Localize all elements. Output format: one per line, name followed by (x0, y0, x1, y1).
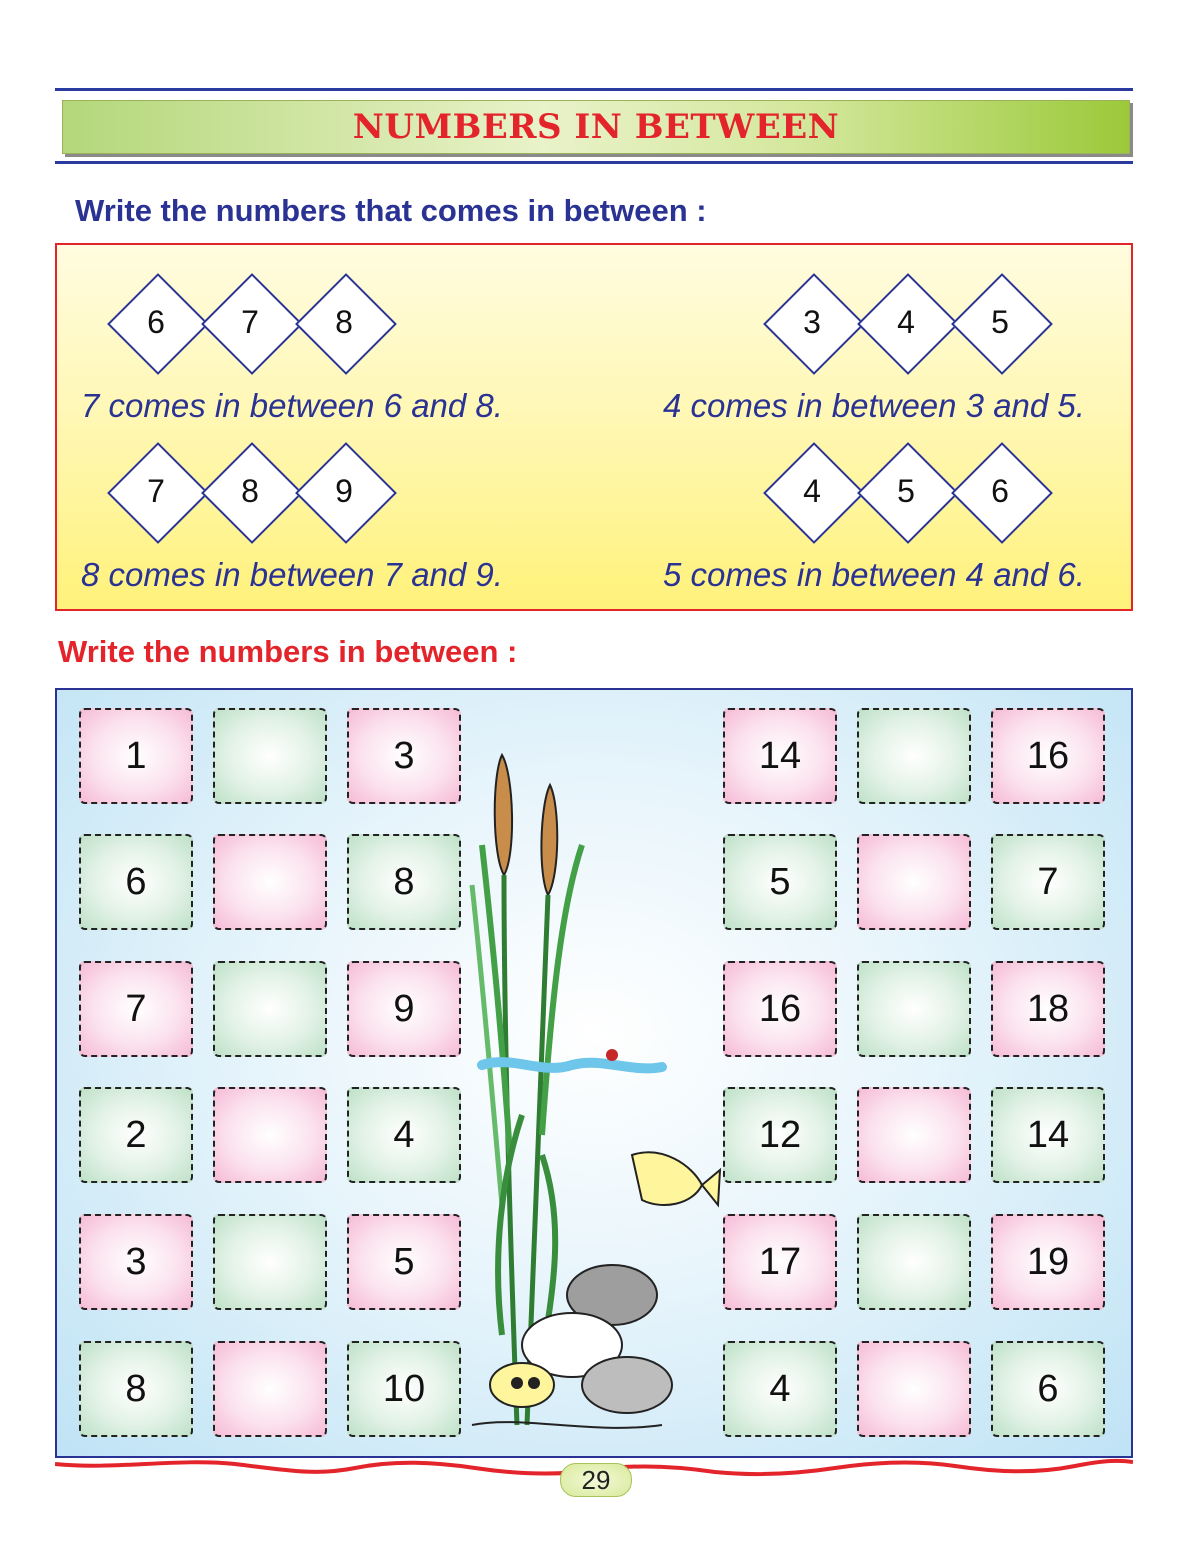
number-box (79, 834, 193, 930)
number-value: 7 (1037, 861, 1059, 903)
header-top-rule (55, 88, 1133, 91)
number-value: 2 (125, 1114, 147, 1156)
header-bottom-rule (55, 161, 1133, 164)
example-sentence: 5 comes in between 4 and 6. (663, 556, 1085, 593)
answer-box[interactable] (857, 1341, 971, 1437)
number-diamond: 3 (763, 273, 861, 371)
number-box (991, 1214, 1105, 1310)
answer-value (215, 710, 325, 802)
answer-box[interactable] (857, 1087, 971, 1183)
section-heading-exercise: Write the numbers in between : (58, 634, 518, 669)
number-diamond: 6 (107, 273, 205, 371)
number-value: 14 (758, 735, 802, 777)
number-value: 12 (758, 1114, 802, 1156)
answer-value (215, 836, 325, 928)
number-diamond: 5 (951, 273, 1049, 371)
answer-box[interactable] (857, 708, 971, 804)
number-box (723, 1087, 837, 1183)
answer-value (215, 1089, 325, 1181)
number-value: 5 (393, 1241, 415, 1283)
number-box (723, 961, 837, 1057)
answer-value (859, 1343, 969, 1435)
answer-box[interactable] (213, 834, 327, 930)
number-diamond: 8 (295, 273, 393, 371)
answer-box[interactable] (213, 1087, 327, 1183)
answer-box[interactable] (857, 834, 971, 930)
number-value: 4 (769, 1368, 791, 1410)
number-box (347, 1214, 461, 1310)
number-diamond: 7 (201, 273, 299, 371)
number-box (347, 1341, 461, 1437)
number-value: 14 (1026, 1114, 1070, 1156)
number-box (991, 834, 1105, 930)
number-value: 16 (758, 988, 802, 1030)
answer-value (215, 1216, 325, 1308)
number-box (723, 1341, 837, 1437)
number-box (79, 961, 193, 1057)
answer-box[interactable] (213, 1214, 327, 1310)
title-banner (62, 100, 1130, 154)
pond-plants-illustration (462, 735, 722, 1450)
number-value: 18 (1026, 988, 1070, 1030)
number-box (347, 1087, 461, 1183)
number-box (723, 834, 837, 930)
answer-value (859, 710, 969, 802)
number-box (991, 1087, 1105, 1183)
answer-value (859, 836, 969, 928)
number-box (991, 1341, 1105, 1437)
number-box (991, 708, 1105, 804)
number-box (79, 1214, 193, 1310)
number-diamond: 6 (951, 442, 1049, 540)
number-value: 3 (393, 735, 415, 777)
number-value: 5 (769, 861, 791, 903)
number-value: 9 (393, 988, 415, 1030)
number-diamond: 5 (857, 442, 955, 540)
answer-box[interactable] (213, 961, 327, 1057)
number-box (347, 708, 461, 804)
worksheet-panel (55, 688, 1133, 1458)
answer-value (859, 963, 969, 1055)
number-value: 19 (1026, 1241, 1070, 1283)
answer-box[interactable] (857, 1214, 971, 1310)
number-box (79, 1087, 193, 1183)
answer-box[interactable] (857, 961, 971, 1057)
number-diamond: 9 (295, 442, 393, 540)
number-box (347, 961, 461, 1057)
number-diamond: 8 (201, 442, 299, 540)
answer-box[interactable] (213, 1341, 327, 1437)
number-value: 3 (125, 1241, 147, 1283)
number-box (79, 1341, 193, 1437)
number-diamond: 4 (857, 273, 955, 371)
example-sentence: 7 comes in between 6 and 8. (81, 387, 503, 424)
number-value: 6 (1037, 1368, 1059, 1410)
example-sentence: 8 comes in between 7 and 9. (81, 556, 503, 593)
number-value: 17 (758, 1241, 802, 1283)
section-heading-examples: Write the numbers that comes in between : (75, 193, 707, 228)
number-value: 8 (393, 861, 415, 903)
answer-value (215, 963, 325, 1055)
answer-value (859, 1216, 969, 1308)
number-diamond: 4 (763, 442, 861, 540)
number-box (723, 708, 837, 804)
answer-value (215, 1343, 325, 1435)
number-box (79, 708, 193, 804)
answer-value (859, 1089, 969, 1181)
example-sentence: 4 comes in between 3 and 5. (663, 387, 1085, 424)
number-box (991, 961, 1105, 1057)
page-title: NUMBERS IN BETWEEN (352, 107, 840, 147)
page-number: 29 (560, 1463, 632, 1497)
number-value: 8 (125, 1368, 147, 1410)
number-box (723, 1214, 837, 1310)
number-value: 16 (1026, 735, 1070, 777)
number-value: 1 (125, 735, 147, 777)
number-value: 7 (125, 988, 147, 1030)
number-value: 6 (125, 861, 147, 903)
number-value: 4 (393, 1114, 415, 1156)
number-box (347, 834, 461, 930)
examples-panel (55, 243, 1133, 611)
number-value: 10 (382, 1368, 426, 1410)
answer-box[interactable] (213, 708, 327, 804)
number-diamond: 7 (107, 442, 205, 540)
